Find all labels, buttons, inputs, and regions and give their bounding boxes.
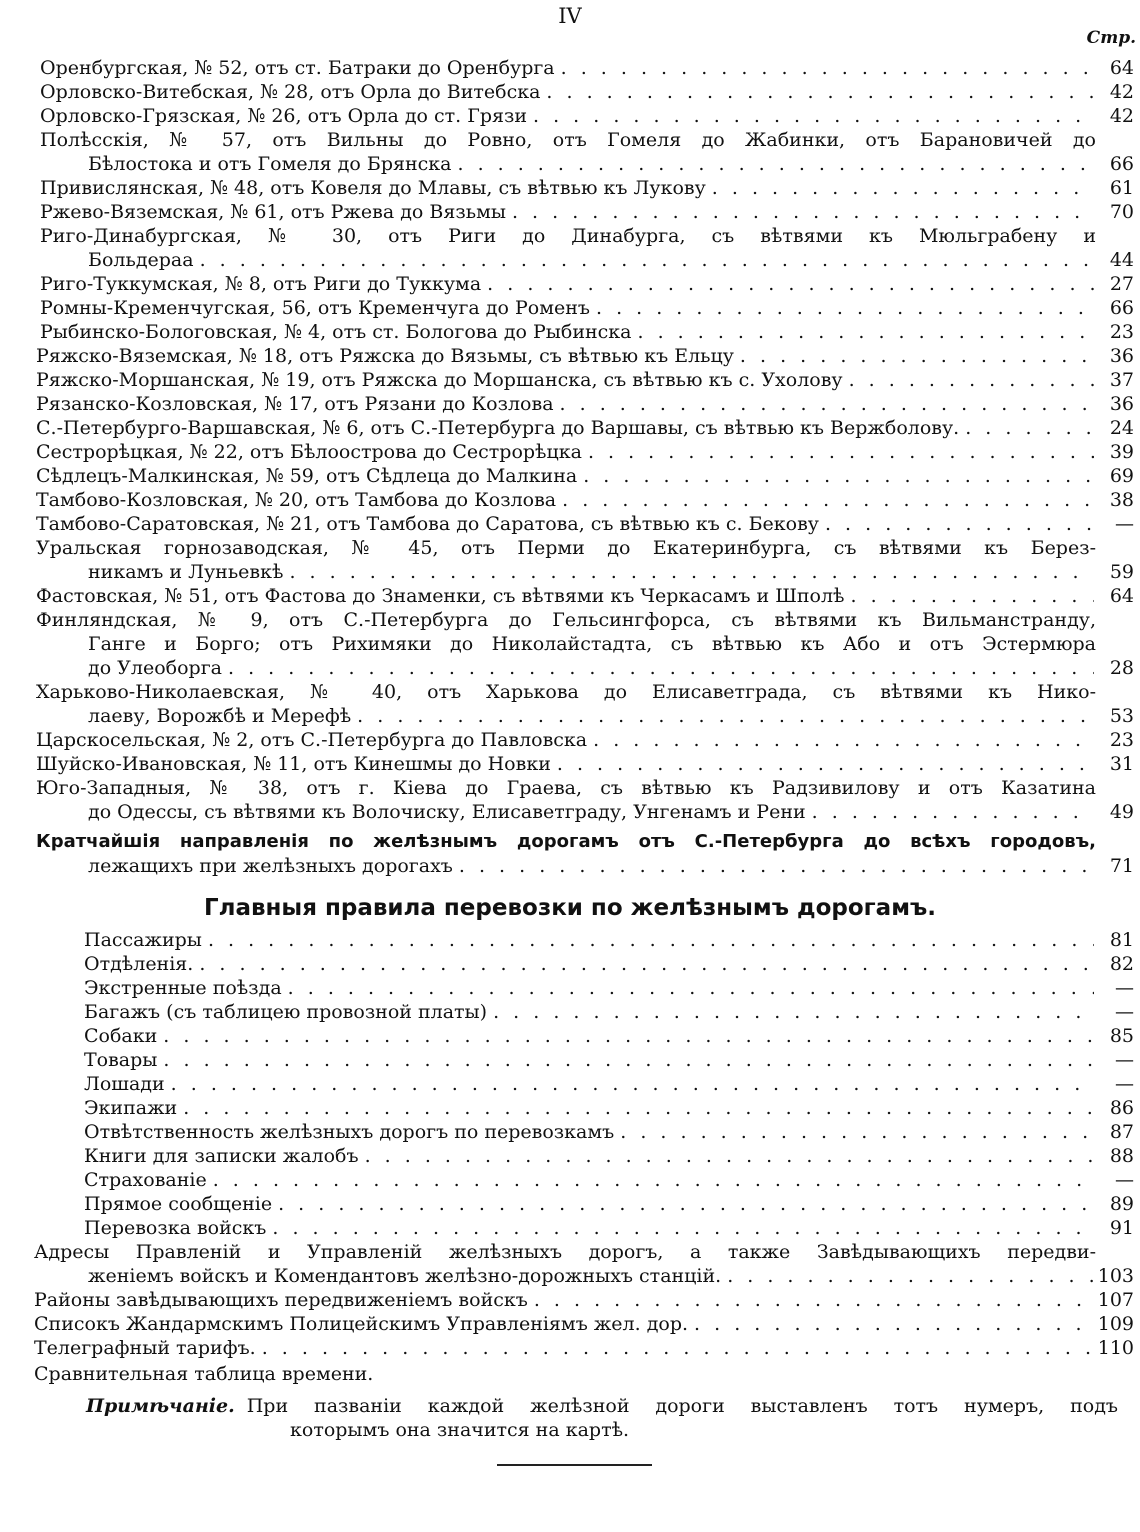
toc-entry-ryazhsk-vyazma[interactable]: Ряжско-Вяземская, № 18, отъ Ряжска до Вязьмы, съ вѣтвью къ Ельцу . . . 36	[36, 344, 1134, 368]
toc-entry-addresses-line1[interactable]: Адресы Правленій и Управленій желѣзныхъ дорогъ, а также Завѣдывающихъ передви-	[34, 1241, 1096, 1263]
toc-entry-tambov-saratov[interactable]: Тамбово-Саратовская, № 21, отъ Тамбова до Саратова, съ вѣтвью къ с. Бекову . . . —	[36, 512, 1134, 536]
toc-entry-kharkov-nikolaev-line2[interactable]: лаеву, Ворожбѣ и Мерефѣ . . . 53	[88, 704, 1134, 728]
toc-entry-tambov-kozlov[interactable]: Тамбово-Козловская, № 20, отъ Тамбова до Козлова . . . 38	[36, 488, 1134, 512]
toc-entry-compartments[interactable]: Отдѣленія. . . . 82	[84, 952, 1134, 976]
toc-entry-romny-kremenchug[interactable]: Ромны-Кременчугская, 56, отъ Кременчуга до Роменъ . . . 66	[40, 296, 1134, 320]
footnote-label: Примѣчаніе.	[86, 1395, 235, 1417]
toc-entry-orenburg[interactable]: Оренбургская, № 52, отъ ст. Батраки до Оренбурга . . . 64	[40, 56, 1134, 80]
toc-entry-sedlets-malkin[interactable]: Сѣдлецъ-Малкинская, № 59, отъ Сѣдлеца до Малкина . . . 69	[36, 464, 1134, 488]
toc-entry-telegraph-tariff[interactable]: Телеграфный тарифъ. . . . 110	[34, 1336, 1134, 1360]
toc-entry-luggage[interactable]: Багажъ (съ таблицею провозной платы) . . . —	[84, 1000, 1134, 1024]
divider-rule	[497, 1464, 652, 1466]
toc-entry-shortest-routes-line1[interactable]: Кратчайшія направленія по желѣзнымъ дорогамъ отъ С.-Петербурга до всѣхъ городовъ,	[36, 831, 1096, 852]
toc-entry-riga-dinaburg-line1[interactable]: Риго-Динабургская, № 30, отъ Риги до Динабурга, съ вѣтвями къ Мюльграбену и	[40, 225, 1096, 247]
toc-entry-st-petersburg-warsaw[interactable]: С.-Петербурго-Варшавская, № 6, отъ С.-Петербурга до Варшавы, съ вѣтвью къ Вержболову. . . . 24	[36, 416, 1134, 440]
page-number: IV	[558, 4, 582, 28]
toc-entry-gendarme-list[interactable]: Списокъ Жандармскимъ Полицейскимъ Управленіямъ жел. дор. . . . 109	[34, 1312, 1134, 1336]
toc-entry-shuya-ivanovo[interactable]: Шуйско-Ивановская, № 11, отъ Кинешмы до Новки . . . 31	[36, 752, 1134, 776]
toc-entry-privislyanskaya[interactable]: Привислянская, № 48, отъ Ковеля до Млавы, съ вѣтвью къ Лукову . . . 61	[40, 176, 1134, 200]
footnote	[86, 1394, 1118, 1418]
toc-entry-troop-transport[interactable]: Перевозка войскъ . . . 91	[84, 1216, 1134, 1240]
toc-entry-special-trains[interactable]: Экстренные поѣзда . . . —	[84, 976, 1134, 1000]
toc-entry-addresses-line2[interactable]: женіемъ войскъ и Комендантовъ желѣзно-дорожныхъ станцій. . . . 103	[88, 1264, 1134, 1288]
toc-entry-riga-tukkum[interactable]: Риго-Туккумская, № 8, отъ Риги до Туккума . . . 27	[40, 272, 1134, 296]
toc-entry-goods[interactable]: Товары . . . —	[84, 1048, 1134, 1072]
toc-entry-shortest-routes-line2[interactable]: лежащихъ при желѣзныхъ дорогахъ . . . 71	[88, 854, 1134, 878]
toc-entry-orlovsko-vitebsk[interactable]: Орловско-Витебская, № 28, отъ Орла до Витебска . . . 42	[40, 80, 1134, 104]
toc-entry-riga-dinaburg-line2[interactable]: Больдераа . . . 44	[88, 248, 1134, 272]
toc-entry-direct-service[interactable]: Прямое сообщеніе . . . 89	[84, 1192, 1134, 1216]
toc-entry-ural-line1[interactable]: Уральская горнозаводская, № 45, отъ Перми до Екатеринбурга, съ вѣтвями къ Берез-	[36, 537, 1096, 559]
toc-entry-tsarskoye-selo[interactable]: Царскосельская, № 2, отъ С.-Петербурга до Павловска . . . 23	[36, 728, 1134, 752]
toc-entry-finland-line1[interactable]: Финляндская, № 9, отъ С.-Петербурга до Гельсингфорса, съ вѣтвями къ Вильманстранду,	[36, 609, 1096, 631]
toc-entry-polesie-line2[interactable]: Бѣлостока и отъ Гомеля до Брянска . . . 66	[88, 152, 1134, 176]
toc-entry-finland-line3[interactable]: до Улеоборга . . . 28	[88, 656, 1134, 680]
toc-entry-fastov[interactable]: Фастовская, № 51, отъ Фастова до Знаменки, съ вѣтвями къ Черкасамъ и Шполѣ . . . 64	[36, 584, 1134, 608]
toc-entry-horses[interactable]: Лошади . . . —	[84, 1072, 1134, 1096]
toc-entry-liability[interactable]: Отвѣтственность желѣзныхъ дорогъ по перевозкамъ . . . 87	[84, 1120, 1134, 1144]
toc-entry-ryazhsk-morshansk[interactable]: Ряжско-Моршанская, № 19, отъ Ряжска до Моршанска, съ вѣтвью къ с. Ухолову . . . 37	[36, 368, 1134, 392]
toc-entry-ryazan-kozlov[interactable]: Рязанско-Козловская, № 17, отъ Рязани до Козлова . . . 36	[36, 392, 1134, 416]
toc-entry-complaint-books[interactable]: Книги для записки жалобъ . . . 88	[84, 1144, 1134, 1168]
toc-entry-districts[interactable]: Районы завѣдывающихъ передвиженіемъ войскъ . . . 107	[34, 1288, 1134, 1312]
toc-entry-kharkov-nikolaev-line1[interactable]: Харьково-Николаевская, № 40, отъ Харькова до Елисаветграда, съ вѣтвями къ Нико-	[36, 681, 1096, 703]
footnote-text-line1: При пазваніи каждой желѣзной дороги выставленъ тотъ нумеръ, подъ	[246, 1395, 1118, 1417]
toc-entry-carriages[interactable]: Экипажи . . . 86	[84, 1096, 1134, 1120]
toc-entry-orlovsko-gryazi[interactable]: Орловско-Грязская, № 26, отъ Орла до ст. Грязи . . . 42	[40, 104, 1134, 128]
toc-entry-polesie-line1[interactable]: Полѣсскія, № 57, отъ Вильны до Ровно, отъ Гомеля до Жабинки, отъ Барановичей до	[40, 129, 1096, 151]
toc-entry-time-table[interactable]: Сравнительная таблица времени.	[34, 1363, 374, 1385]
toc-entry-south-western-line1[interactable]: Юго-Западныя, № 38, отъ г. Кіева до Граева, съ вѣтвью къ Радзивилову и отъ Казатина	[36, 777, 1096, 799]
toc-entry-finland-line2[interactable]: Ганге и Борго; отъ Рихимяки до Николайстадта, съ вѣтвью къ Або и отъ Эстермюра	[88, 633, 1096, 655]
toc-entry-dogs[interactable]: Собаки . . . 85	[84, 1024, 1134, 1048]
section-title: Главныя правила перевозки по желѣзнымъ дорогамъ.	[203, 895, 937, 921]
toc-entry-rzhevo-vyazma[interactable]: Ржево-Вяземская, № 61, отъ Ржева до Вязьмы . . . 70	[40, 200, 1134, 224]
toc-entry-south-western-line2[interactable]: до Одессы, съ вѣтвями къ Волочиску, Елисаветграду, Унгенамъ и Рени . . . 49	[88, 800, 1134, 824]
toc-entry-passengers[interactable]: Пассажиры . . . 81	[84, 928, 1134, 952]
toc-entry-insurance[interactable]: Страхованіе . . . —	[84, 1168, 1134, 1192]
toc-entry-ural-line2[interactable]: никамъ и Луньевкѣ . . . 59	[88, 560, 1134, 584]
toc-entry-rybinsk-bologoe[interactable]: Рыбинско-Бологовская, № 4, отъ ст. Бологова до Рыбинска . . . 23	[40, 320, 1134, 344]
footnote-text-line2: которымъ она значится на картѣ.	[290, 1419, 630, 1441]
toc-entry-sestroretsk[interactable]: Сестрорѣцкая, № 22, отъ Бѣлоострова до Сестрорѣцка . . . 39	[36, 440, 1134, 464]
page-column-header: Стр.	[1086, 28, 1136, 48]
